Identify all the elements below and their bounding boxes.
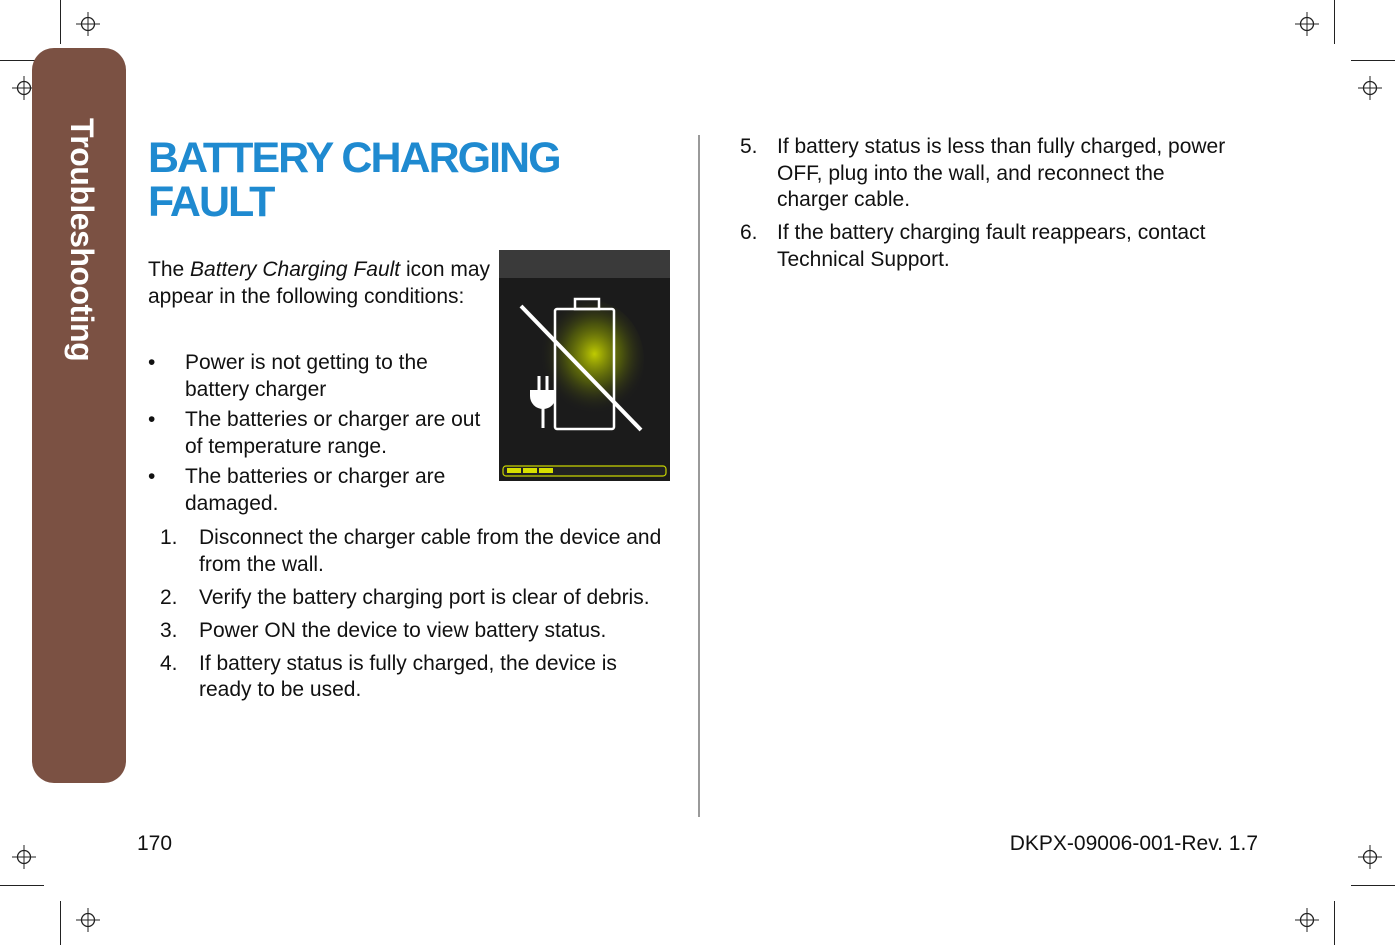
step-text: Verify the battery charging port is clear of debris. (199, 585, 650, 609)
bullet-icon: • (148, 351, 156, 374)
list-item (160, 585, 675, 612)
column-divider (698, 135, 700, 817)
step-number: 2. (160, 585, 178, 609)
list-item (160, 651, 675, 704)
registration-mark-icon (1358, 845, 1382, 869)
list-item (148, 464, 488, 517)
step-number: 6. (740, 221, 758, 244)
page-title-line2: FAULT (148, 178, 274, 226)
page-number: 170 (137, 832, 173, 855)
list-item (740, 134, 1240, 214)
registration-mark-icon (12, 845, 36, 869)
conditions-list (148, 350, 488, 521)
step-number: 1. (160, 526, 178, 549)
intro-icon-name: Battery Charging Fault (190, 258, 401, 281)
list-item (740, 220, 1240, 273)
list-item (148, 350, 488, 403)
registration-mark-icon (76, 908, 100, 932)
document-id: DKPX-09006-001-Rev. 1.7 (1009, 832, 1258, 855)
steps-list-right (740, 134, 1240, 280)
intro-suffix: icon may appear in the following conditions: (148, 258, 491, 308)
steps-list-left (160, 525, 675, 710)
step-text: If the battery charging fault reappears, contact Technical Support. (777, 221, 1206, 271)
step-text: Power ON the device to view battery status. (199, 618, 607, 642)
registration-mark-icon (76, 12, 100, 36)
section-side-tab-label: Troubleshooting (64, 118, 100, 362)
bullet-icon: • (148, 408, 156, 431)
intro-paragraph (148, 257, 498, 310)
list-item-text: The batteries or charger are out of temperature range. (185, 408, 481, 458)
step-text: If battery status is fully charged, the device is ready to be used. (199, 651, 617, 701)
bullet-icon: • (148, 465, 156, 488)
registration-mark-icon (1295, 908, 1319, 932)
section-side-tab-label-wrap (60, 118, 100, 378)
page-title (148, 136, 560, 224)
step-number: 5. (740, 135, 758, 158)
step-number: 3. (160, 618, 178, 642)
step-text: If battery status is less than fully charged, power OFF, plug into the wall, and reconnect the charger cable. (777, 135, 1226, 211)
battery-charging-fault-icon (499, 250, 670, 481)
registration-mark-icon (1358, 76, 1382, 100)
list-item (148, 407, 488, 460)
list-item (160, 525, 675, 578)
step-number: 4. (160, 651, 178, 675)
intro-prefix: The (148, 258, 191, 281)
list-item-text: The batteries or charger are damaged. (185, 465, 446, 515)
page-title-line1: BATTERY CHARGING (148, 134, 560, 182)
list-item-text: Power is not getting to the battery charger (185, 351, 428, 401)
registration-mark-icon (1295, 12, 1319, 36)
list-item (160, 618, 675, 645)
step-text: Disconnect the charger cable from the device and from the wall. (199, 526, 662, 576)
